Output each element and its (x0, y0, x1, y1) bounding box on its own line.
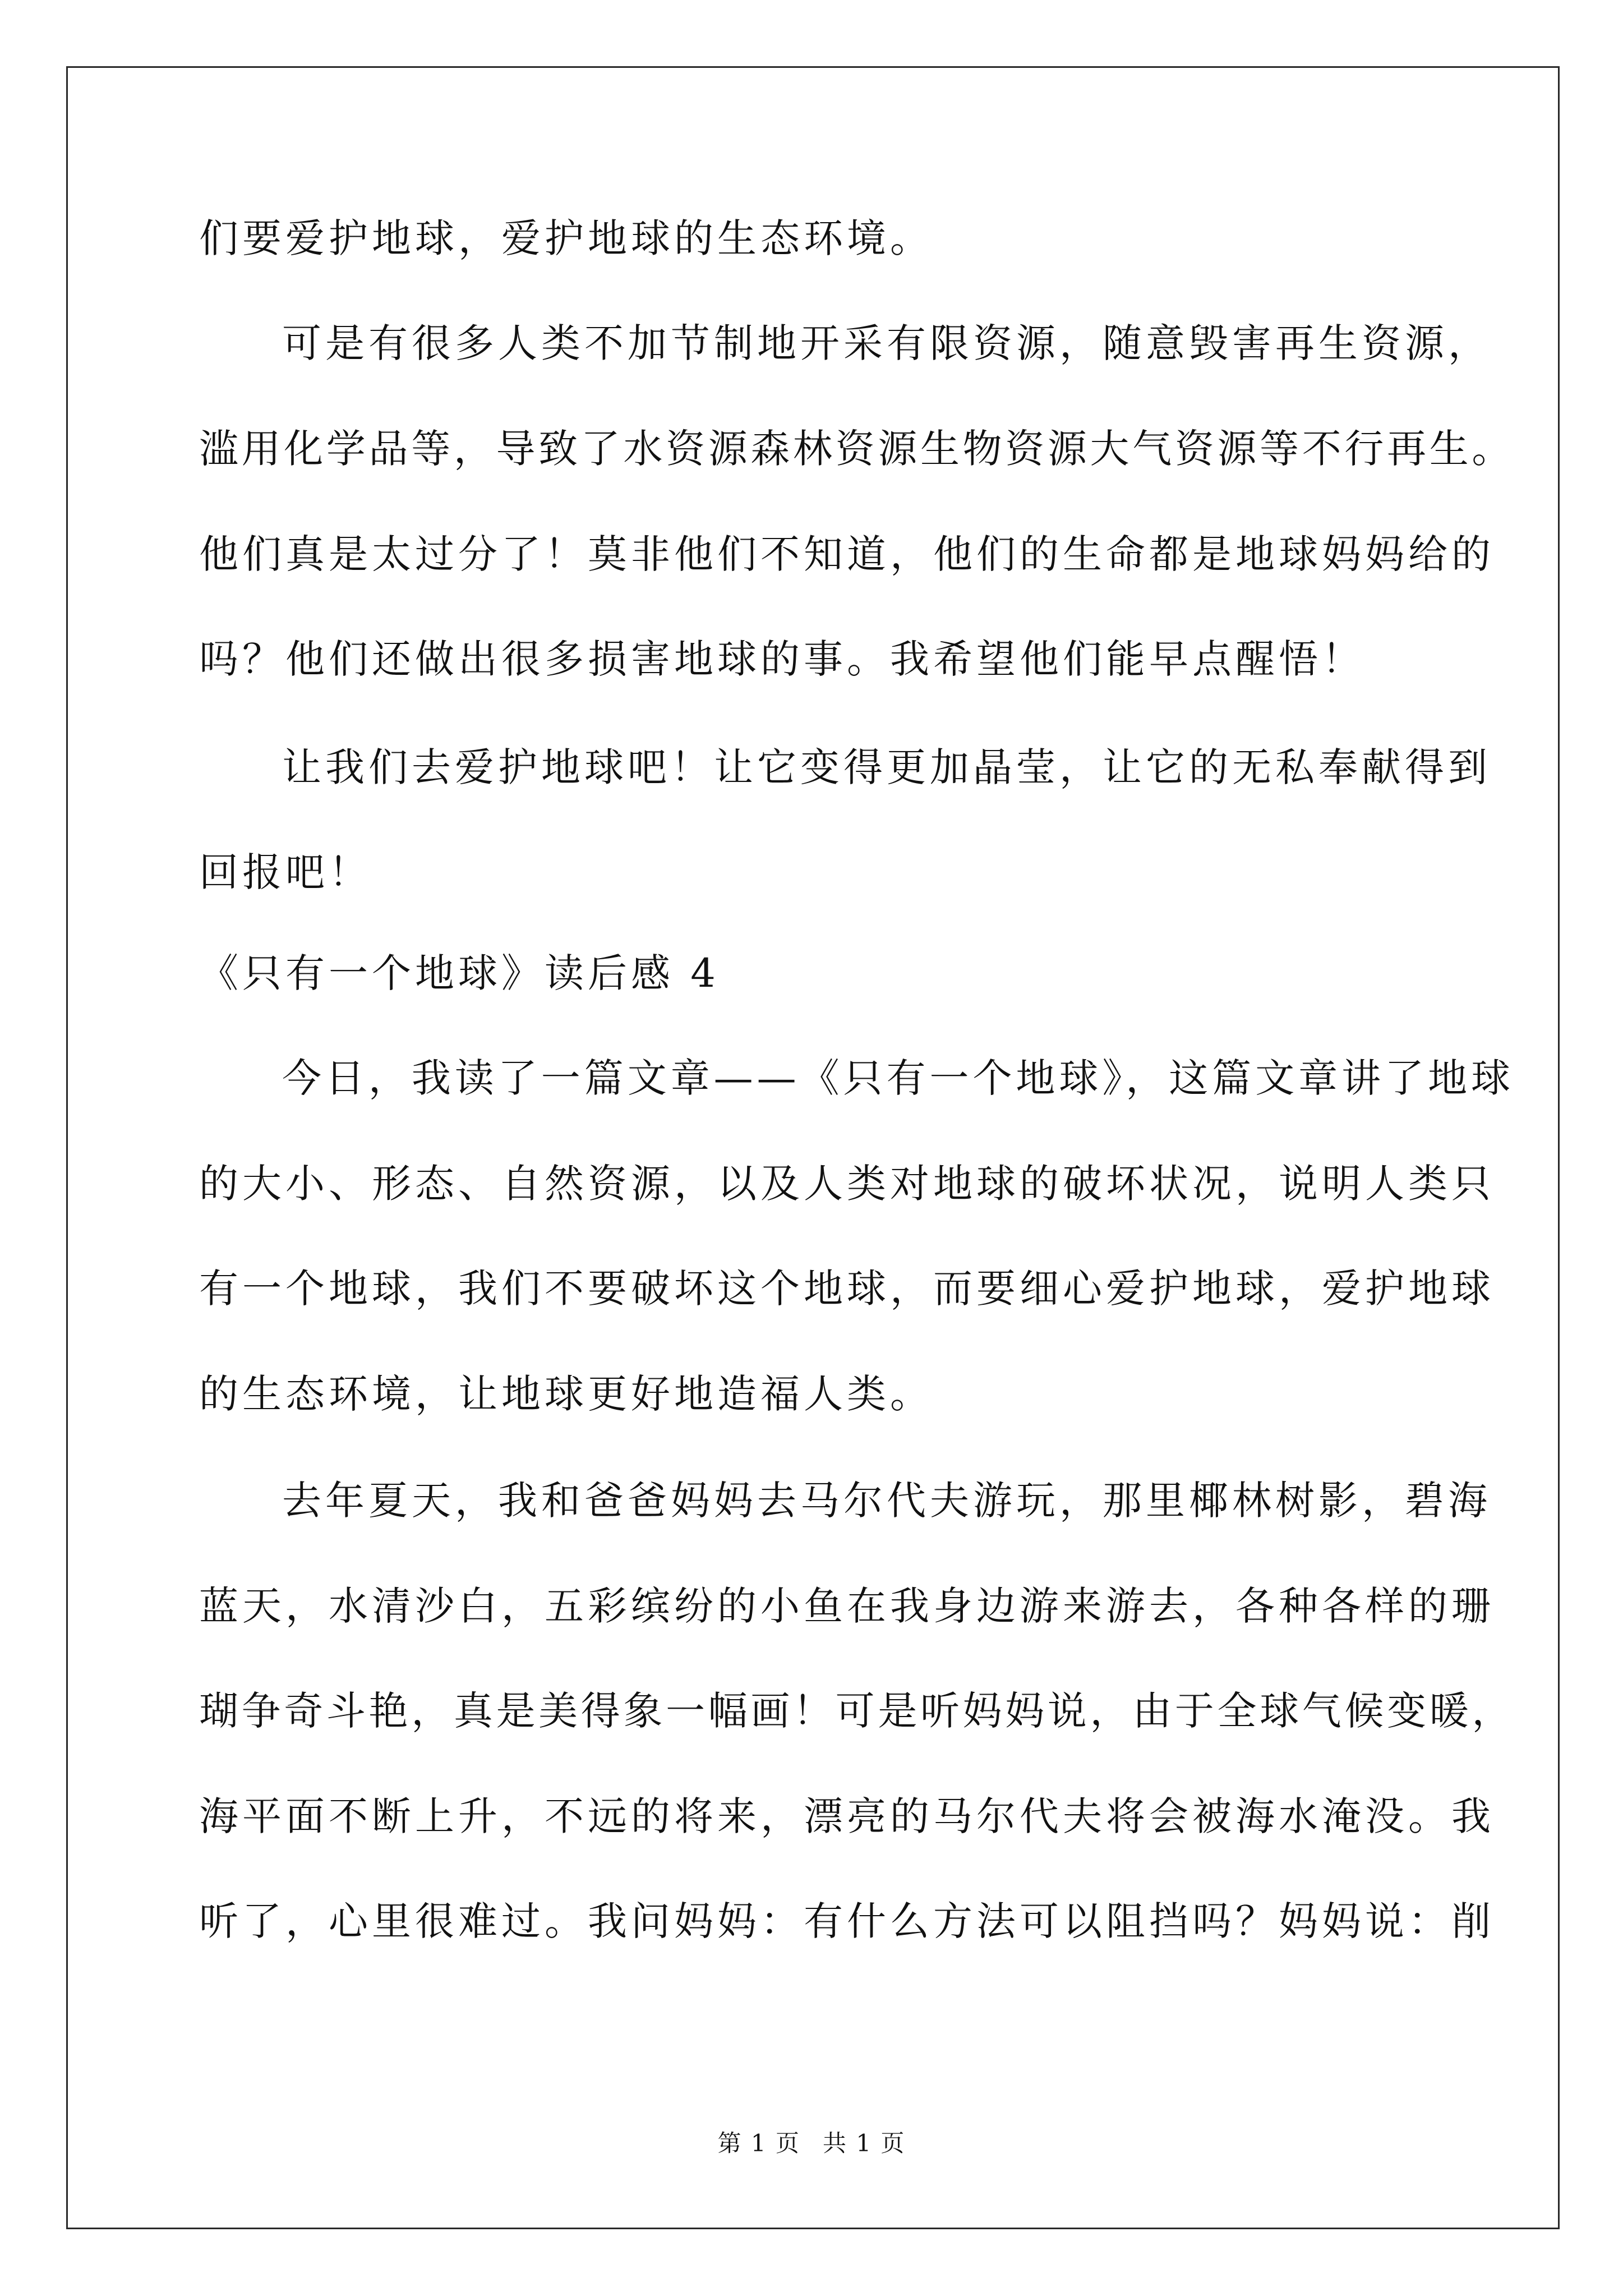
page-footer (0, 2129, 1623, 2157)
text-line: 滥用化学品等，导致了水资源森林资源生物资源大气资源等不行再生。 (199, 426, 1514, 472)
text-line: 吗？他们还做出很多损害地球的事。我希望他们能早点醒悟！ (199, 636, 1365, 682)
text-line: 海平面不断上升，不远的将来，漂亮的马尔代夫将会被海水淹没。我 (199, 1793, 1495, 1839)
text-line: 有一个地球，我们不要破坏这个地球，而要细心爱护地球，爱护地球 (199, 1266, 1495, 1312)
text-line: 他们真是太过分了！莫非他们不知道，他们的生命都是地球妈妈给的 (199, 531, 1495, 577)
text-line: 蓝天，水清沙白，五彩缤纷的小鱼在我身边游来游去，各种各样的珊 (199, 1583, 1495, 1629)
page-number: 第 1 页 (717, 2129, 800, 2157)
text-line: 回报吧！ (199, 849, 372, 895)
paragraph-start: 今日，我读了一篇文章——《只有一个地球》，这篇文章讲了地球 (282, 1055, 1514, 1101)
text-line: 的生态环境，让地球更好地造福人类。 (199, 1371, 933, 1417)
paragraph-start: 可是有很多人类不加节制地开采有限资源，随意毁害再生资源， (282, 320, 1491, 366)
text-line: 的大小、形态、自然资源，以及人类对地球的破坏状况，说明人类只 (199, 1161, 1495, 1207)
section-heading: 《只有一个地球》读后感 4 (199, 950, 720, 996)
page-count: 共 1 页 (823, 2129, 906, 2157)
text-line: 们要爱护地球，爱护地球的生态环境。 (199, 215, 933, 261)
text-line: 听了，心里很难过。我问妈妈：有什么方法可以阻挡吗？妈妈说：削 (199, 1898, 1495, 1944)
text-line: 瑚争奇斗艳，真是美得象一幅画！可是听妈妈说，由于全球气候变暖， (199, 1688, 1514, 1734)
paragraph-start: 让我们去爱护地球吧！让它变得更加晶莹，让它的无私奉献得到 (282, 744, 1491, 790)
paragraph-start: 去年夏天，我和爸爸妈妈去马尔代夫游玩，那里椰林树影，碧海 (282, 1478, 1491, 1524)
